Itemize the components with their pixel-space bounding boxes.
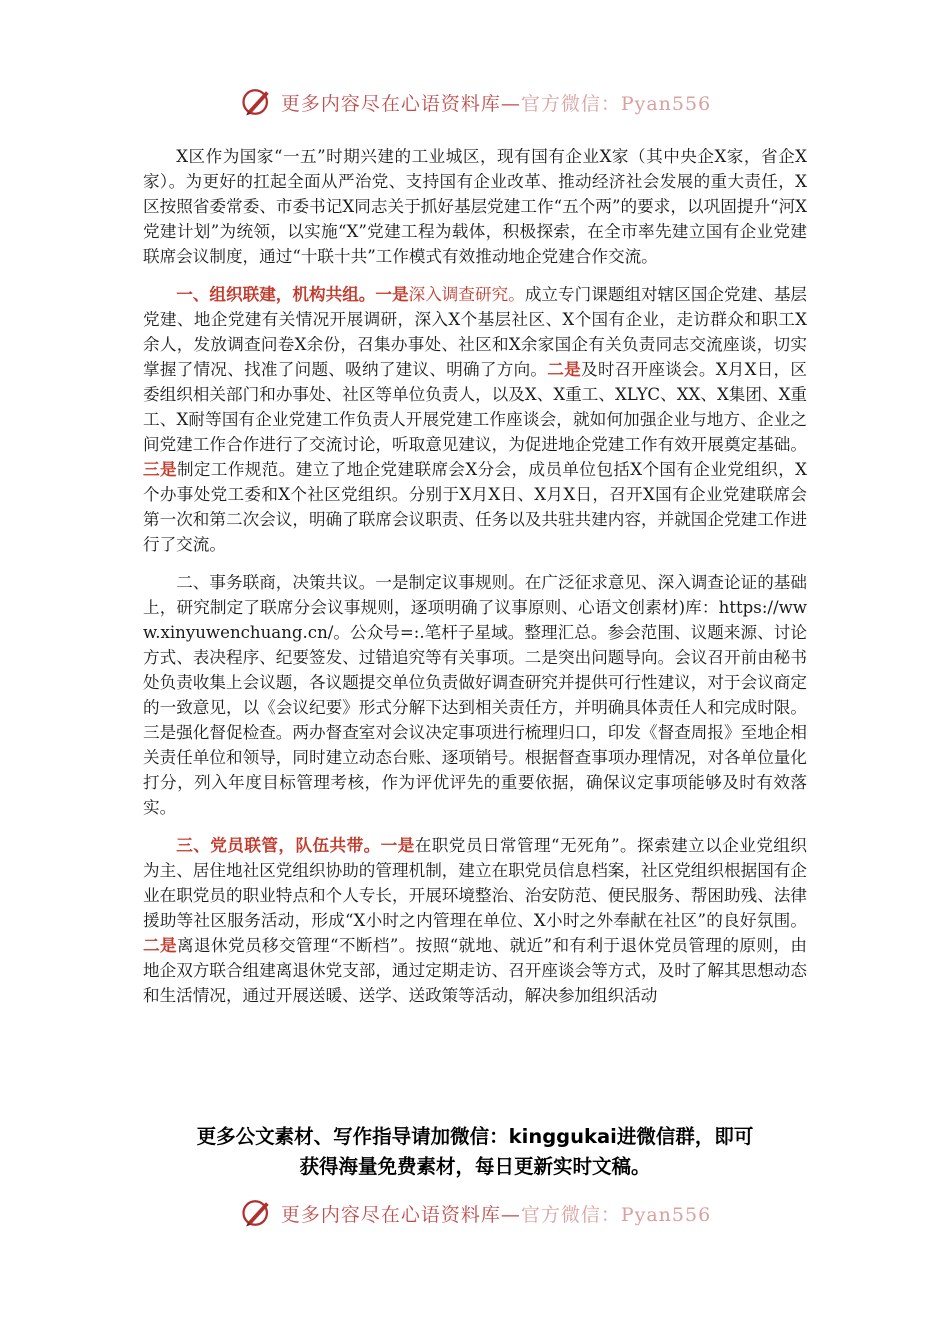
- promo-line-1: 更多公文素材、写作指导请加微信：kinggukai进微信群，即可: [196, 1125, 754, 1148]
- promo-notice: [120, 1122, 830, 1182]
- watermark-header: [0, 80, 950, 124]
- highlight-segment: 二是: [547, 359, 581, 379]
- highlight-segment: 三、党员联管，队伍共带。: [176, 835, 381, 855]
- text-segment: 二、事务联商，决策共议。一是制定议事规则。在广泛征求意见、深入调查论证的基础上，研究制定了联席分会议事规则，逐项明确了议事原则、心语文创素材)库：https://www.xinyuwenchuang.cn/。公众号=:.笔杆子星域。整理汇总。参会范围、议题来源、讨论方式、表决程序、纪要签发、过错追究等有关事项。二是突出问题导向。会议召开前由秘书处负责收集上会议题，各议题提交单位负责做好调查研究并提供可行性建议，对于会议商定的一致意见，以《会议纪要》形式分解下达到相关责任方，并明确具体责任人和完成时限。三是强化督促检查。两办督查室对会议决定事项进行梳理归口，印发《督查周报》至地企相关责任单位和领导，同时建立动态台账、逐项销号。根据督查事项办理情况，对各单位量化打分，列入年度目标管理考核，作为评优评先的重要依据，确保议定事项能够及时有效落实。: [143, 573, 807, 817]
- highlight-segment: 一、组织联建，机构共组。: [176, 284, 376, 304]
- text-segment: 离退休党员移交管理“不断档”。按照“就地、就近”和有利于退休党员管理的原则，由地企双方联合组建离退休党支部，通过定期走访、召开座谈会等方式，及时了解其思想动态和生活情况，通过开展送暖、送学、送政策等活动，解决参加组织活动: [143, 936, 808, 1005]
- highlight-segment: 深入调查研究。: [408, 285, 525, 304]
- text-segment: X区作为国家“一五”时期兴建的工业城区，现有国有企业X家（其中央企X家，省企X家）。为更好的扛起全面从严治党、支持国有企业改革、推动经济社会发展的重大责任，X区按照省委常委、市委书记X同志关于抓好基层党建工作“五个两”的要求，以巩固提升“河X党建计划”为统领，以实施“X”党建工程为载体，积极探索，在全市率先建立国有企业党建联席会议制度，通过“十联十共”工作模式有效推动地企党建合作交流。: [143, 147, 807, 266]
- paragraph-intro: [143, 144, 807, 269]
- paragraph-section-three: [143, 833, 807, 1008]
- highlight-segment: 一是: [380, 835, 415, 855]
- highlight-segment: 二是: [143, 935, 177, 955]
- paragraph-section-one: [143, 282, 807, 557]
- text-segment: 在职党员日常管理“无死角”。探索建立以企业党组织为主、居住地社区党组织协助的管理机制，建立在职党员信息档案，社区党组织根据国有企业在职党员的职业特点和个人专长，开展环境整治、治安防范、便民服务、帮困助残、法律援助等社区服务活动，形成“X小时之内管理在单位、X小时之外奉献在社区”的良好氛围。: [143, 836, 807, 930]
- watermark-text: 更多内容尽在心语资料库—官方微信：Pyan556: [280, 92, 712, 115]
- highlight-segment: 三是: [143, 459, 177, 479]
- watermark-footer: [0, 1191, 950, 1235]
- paragraph-section-two: [143, 570, 807, 820]
- watermark-text: 更多内容尽在心语资料库—官方微信：Pyan556: [280, 1203, 712, 1226]
- pen-logo-icon: [239, 1195, 275, 1231]
- document-body: [143, 144, 807, 1021]
- pen-logo-icon: [239, 84, 275, 120]
- highlight-segment: 一是: [375, 284, 409, 304]
- text-segment: 及时召开座谈会。X月X日，区委组织相关部门和办事处、社区等单位负责人，以及X、X重工、XLYC、XX、X集团、X重工、X耐等国有企业党建工作负责人开展党建工作座谈会，就如何加强企业与地方、企业之间党建工作合作进行了交流讨论，听取意见建议，为促进地企党建工作有效开展奠定基础。: [143, 360, 808, 454]
- text-segment: 成立专门课题组对辖区国企党建、基层党建、地企党建有关情况开展调研，深入X个基层社区、X个国有企业，走访群众和职工X余人，发放调查问卷X余份，召集办事处、社区和X余家国企有关负责同志交流座谈，切实掌握了情况、找准了问题、吸纳了建议、明确了方向。: [143, 285, 808, 379]
- promo-line-2: 获得海量免费素材，每日更新实时文稿。: [299, 1155, 651, 1178]
- text-segment: 制定工作规范。建立了地企党建联席会X分会，成员单位包括X个国有企业党组织，X个办事处党工委和X个社区党组织。分别于X月X日、X月X日，召开X国有企业党建联席会第一次和第二次会议，明确了联席会议职责、任务以及共驻共建内容，并就国企党建工作进行了交流。: [143, 460, 807, 554]
